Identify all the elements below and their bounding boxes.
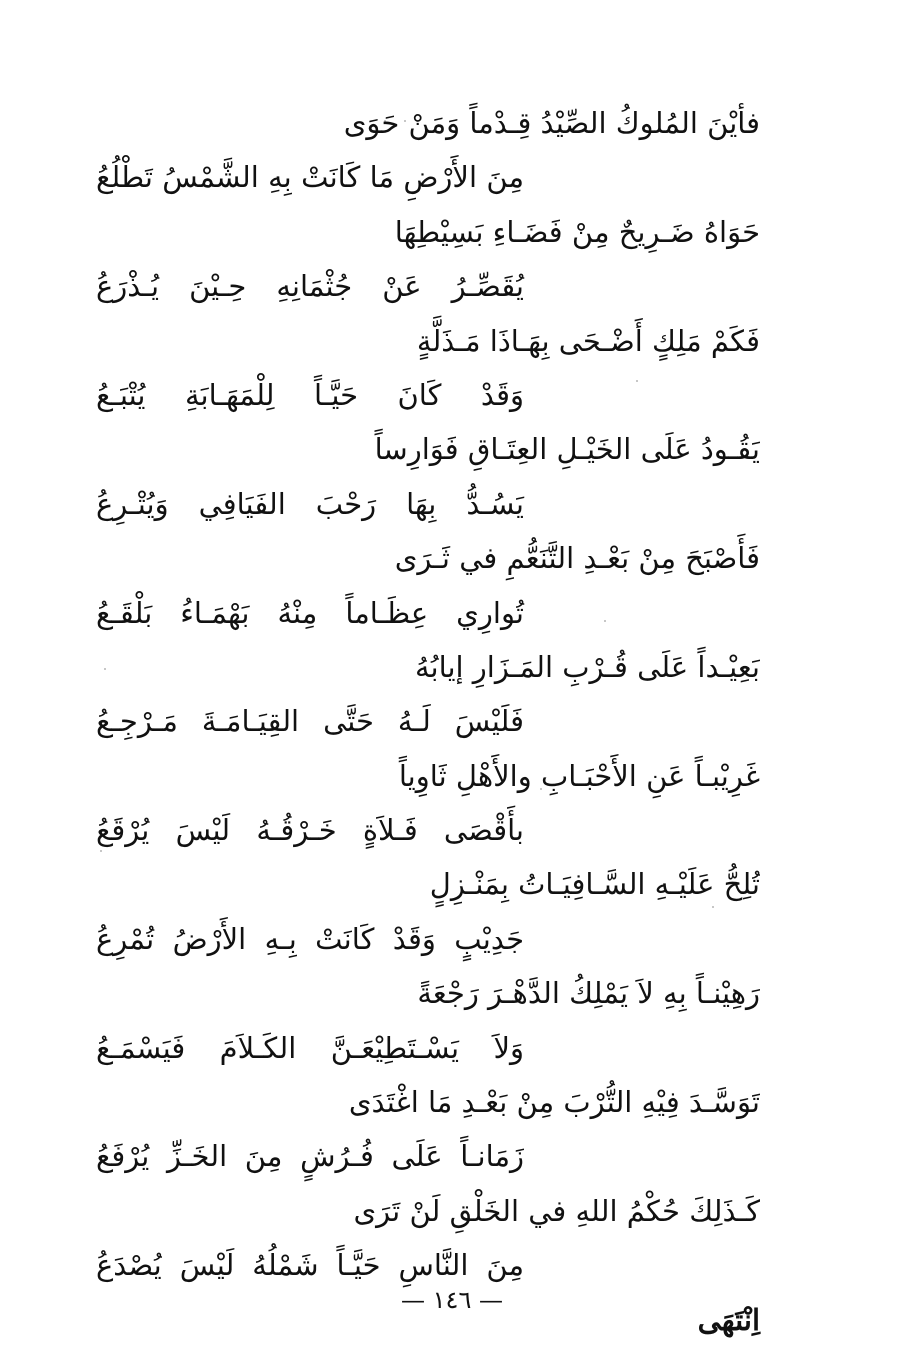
verse-text: يَقُـودُ عَلَى الخَيْـلِ العِتَـاقِ فَوَارِساً bbox=[374, 432, 760, 467]
verse-first-hemistich bbox=[96, 205, 760, 259]
verse-text: حَوَاهُ ضَـرِيحٌ مِنْ فَضَـاءِ بَسِيْطِهَا bbox=[394, 214, 760, 249]
verse-first-hemistich bbox=[96, 96, 760, 150]
page-number: — ١٤٦ — bbox=[401, 1286, 503, 1314]
verse-second-hemistich bbox=[96, 368, 760, 422]
verse-text: وَقَدْ كَانَ حَيَّـاً لِلْمَهَـابَةِ يُتْبَـعُ bbox=[96, 377, 524, 412]
verse-first-hemistich bbox=[96, 1184, 760, 1238]
verse-text: زَمَانـاً عَلَى فُـرُشٍ مِنَ الخَـزِّ يُرْفَعُ bbox=[96, 1139, 524, 1174]
verse-text: رَهِيْنـاً بِهِ لاَ يَمْلِكُ الدَّهْـرَ رَجْعَةً bbox=[417, 976, 760, 1011]
verse-first-hemistich bbox=[96, 314, 760, 368]
verse-first-hemistich bbox=[96, 1075, 760, 1129]
verse-text: تُوارِي عِظَـاماً مِنْهُ بَهْمَـاءُ بَلْقَـعُ bbox=[96, 595, 524, 630]
verse-text: بَعِيْـداً عَلَى قُـرْبِ المَـزَارِ إيابُهُ bbox=[415, 649, 760, 684]
verse-text: غَرِيْبـاً عَنِ الأَحْبَـابِ والأَهْلِ ثَاوِياً bbox=[398, 758, 760, 793]
verse-first-hemistich bbox=[96, 640, 760, 694]
verse-second-hemistich bbox=[96, 259, 760, 313]
verse-text: مِنَ الأَرْضِ مَا كَانَتْ بِهِ الشَّمْسُ تَطْلُعُ bbox=[96, 160, 524, 195]
verse-text: يُقَصِّـرُ عَنْ جُثْمَانِهِ حِـيْنَ يُـذْرَعُ bbox=[96, 269, 524, 304]
ending-word: اِنْتَهَى bbox=[697, 1302, 760, 1337]
verse-second-hemistich bbox=[96, 150, 760, 204]
verse-second-hemistich bbox=[96, 1129, 760, 1183]
verse-text: جَدِيْبٍ وَقَدْ كَانَتْ بِـهِ الأَرْضُ تُمْرِعُ bbox=[96, 921, 524, 956]
poem-body bbox=[96, 96, 760, 1347]
verse-second-hemistich bbox=[96, 1021, 760, 1075]
verse-first-hemistich bbox=[96, 966, 760, 1020]
verse-first-hemistich bbox=[96, 857, 760, 911]
verse-text: فَأَصْبَحَ مِنْ بَعْـدِ التَّنَعُّمِ في ثَـرَى bbox=[394, 541, 760, 576]
verse-second-hemistich bbox=[96, 477, 760, 531]
verse-text: يَسُـدُّ بِهَا رَحْبَ الفَيَافِي وَيُتْـرِعُ bbox=[96, 486, 524, 521]
verse-second-hemistich bbox=[96, 1238, 760, 1292]
verse-second-hemistich bbox=[96, 912, 760, 966]
verse-text: مِنَ النَّاسِ حَيَّـاً شَمْلُهُ لَيْسَ يُصْدَعُ bbox=[96, 1248, 524, 1283]
verse-first-hemistich bbox=[96, 531, 760, 585]
verse-text: بأَقْصَى فَـلاَةٍ خَـرْقُـهُ لَيْسَ يُرْقَعُ bbox=[96, 813, 524, 848]
verse-first-hemistich bbox=[96, 749, 760, 803]
verse-text: كَـذَلِكَ حُكْمُ اللهِ في الخَلْقِ لَنْ تَرَى bbox=[353, 1193, 760, 1228]
verse-second-hemistich bbox=[96, 586, 760, 640]
verse-second-hemistich bbox=[96, 803, 760, 857]
verse-text: تُلِحُّ عَلَيْـهِ السَّـافِيَـاتُ بِمَنْـزِلٍ bbox=[429, 867, 760, 902]
verse-text: فَكَمْ مَلِكٍ أَضْـحَى بِهَـاذَا مَـذَلَّةٍ bbox=[416, 323, 760, 358]
verse-text: وَلاَ يَسْـتَطِيْعَـنَّ الكَـلاَمَ فَيَسْمَـعُ bbox=[96, 1030, 524, 1065]
verse-text: فأيْنَ المُلوكُ الصِّيْدُ قِـدْماً وَمَنْ حَوَى bbox=[343, 106, 760, 140]
verse-text: تَوَسَّـدَ فِيْهِ التُّرْبَ مِنْ بَعْـدِ مَا اغْتَدَى bbox=[348, 1085, 760, 1120]
verse-first-hemistich bbox=[96, 422, 760, 476]
verse-text: فَلَيْسَ لَـهُ حَتَّى القِيَـامَـةَ مَـرْجِـعُ bbox=[96, 704, 524, 739]
verse-second-hemistich bbox=[96, 694, 760, 748]
